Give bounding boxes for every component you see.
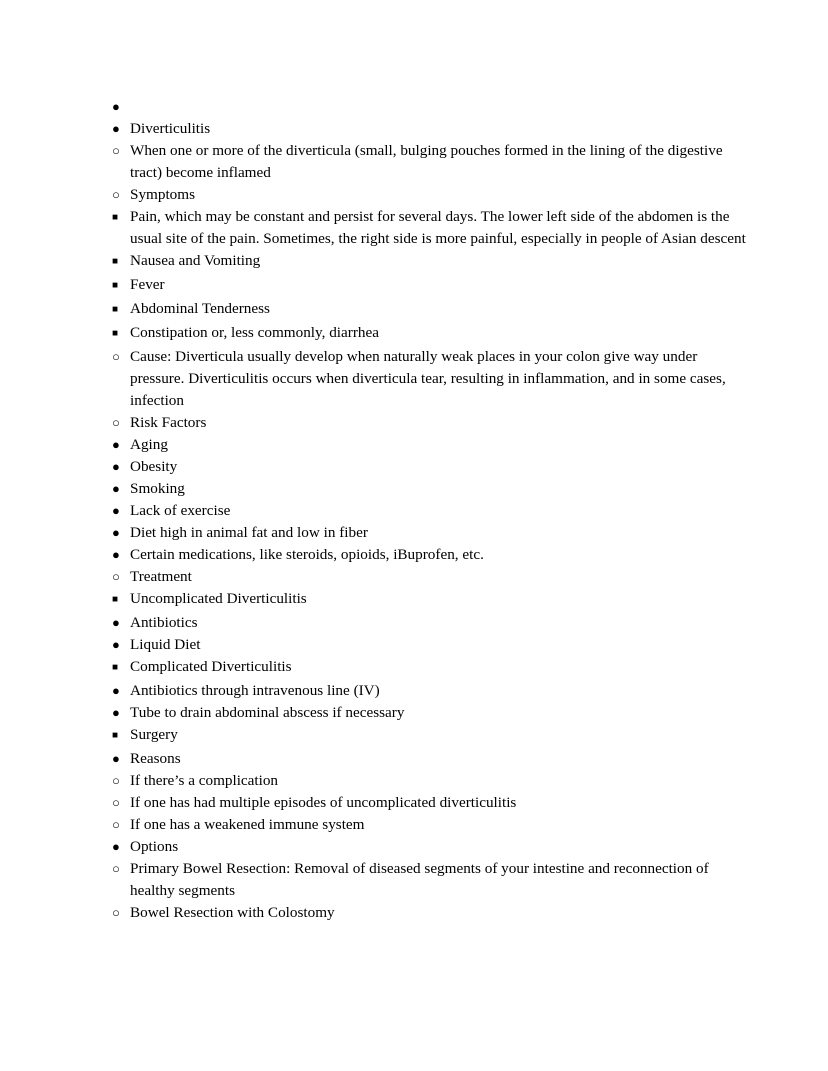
list-item bbox=[112, 656, 752, 680]
list-item-text: Reasons bbox=[130, 750, 181, 767]
list-item bbox=[112, 346, 752, 412]
list-item bbox=[112, 634, 752, 656]
list-item-text: Fever bbox=[130, 276, 165, 293]
square-bullet-icon: ■ bbox=[112, 304, 119, 315]
list-item-text: Risk Factors bbox=[130, 414, 207, 431]
circle-bullet-icon: ○ bbox=[112, 143, 120, 158]
list-item bbox=[112, 588, 752, 612]
list-item-row bbox=[112, 792, 752, 814]
list-item-text: Liquid Diet bbox=[130, 636, 201, 653]
list-item-text: Uncomplicated Diverticulitis bbox=[130, 590, 307, 607]
list-item-text: Diverticulitis bbox=[130, 120, 211, 137]
disc-bullet-icon: ● bbox=[112, 547, 120, 562]
list-item bbox=[112, 96, 752, 118]
disc-bullet-icon: ● bbox=[112, 121, 120, 136]
circle-bullet-icon: ○ bbox=[112, 773, 120, 788]
list-item-text: Tube to drain abdominal abscess if necessary bbox=[130, 704, 405, 721]
list-item-text: Options bbox=[130, 838, 179, 855]
list-item-row bbox=[112, 702, 752, 724]
list-item-row bbox=[112, 814, 752, 836]
list-item bbox=[112, 566, 752, 588]
list-item-text: Smoking bbox=[130, 480, 185, 497]
disc-bullet-icon: ● bbox=[112, 437, 120, 452]
list-item-text: If one has a weakened immune system bbox=[130, 816, 365, 833]
disc-bullet-icon: ● bbox=[112, 751, 120, 766]
disc-bullet-icon: ● bbox=[112, 839, 120, 854]
list-item-row bbox=[112, 274, 752, 298]
disc-bullet-icon: ● bbox=[112, 683, 120, 698]
list-item-text: Treatment bbox=[130, 568, 192, 585]
list-item-row bbox=[112, 456, 752, 478]
list-item bbox=[112, 412, 752, 434]
list-item-text: Antibiotics through intravenous line (IV) bbox=[130, 682, 380, 699]
disc-bullet-icon: ● bbox=[112, 481, 120, 496]
list-item bbox=[112, 792, 752, 814]
circle-bullet-icon: ○ bbox=[112, 349, 120, 364]
list-item-row bbox=[112, 612, 752, 634]
list-item-row bbox=[112, 724, 752, 748]
list-item-text: Lack of exercise bbox=[130, 502, 231, 519]
list-item bbox=[112, 478, 752, 500]
list-item bbox=[112, 858, 752, 902]
list-item-text: If one has had multiple episodes of uncomplicated diverticulitis bbox=[130, 794, 517, 811]
disc-bullet-icon: ● bbox=[112, 615, 120, 630]
list-item-text: Abdominal Tenderness bbox=[130, 300, 270, 317]
list-item-text: Aging bbox=[130, 436, 168, 453]
list-item-text: Pain, which may be constant and persist for several days. The lower left side of the abdomen is the usual site of the pain. Sometimes, the right side is more painful, especially in people of Asian descent bbox=[130, 208, 746, 247]
list-item-row bbox=[112, 412, 752, 434]
list-item-text: Constipation or, less commonly, diarrhea bbox=[130, 324, 379, 341]
list-item-row bbox=[112, 298, 752, 322]
list-item-row bbox=[112, 634, 752, 656]
list-item bbox=[112, 902, 752, 924]
square-bullet-icon: ■ bbox=[112, 662, 119, 673]
list-item-row bbox=[112, 434, 752, 456]
disc-bullet-icon: ● bbox=[112, 637, 120, 652]
circle-bullet-icon: ○ bbox=[112, 569, 120, 584]
list-item-row bbox=[112, 322, 752, 346]
list-item-text: Antibiotics bbox=[130, 614, 198, 631]
list-item-text: Primary Bowel Resection: Removal of diseased segments of your intestine and reconnection of healthy segments bbox=[130, 860, 709, 899]
list-item bbox=[112, 250, 752, 274]
list-item-row bbox=[112, 118, 752, 140]
circle-bullet-icon: ○ bbox=[112, 905, 120, 920]
square-bullet-icon: ■ bbox=[112, 280, 119, 291]
list-item bbox=[112, 298, 752, 322]
list-item bbox=[112, 434, 752, 456]
list-item-row bbox=[112, 544, 752, 566]
list-item bbox=[112, 612, 752, 634]
list-item-text: Symptoms bbox=[130, 186, 195, 203]
list-item-row bbox=[112, 206, 752, 250]
list-item-text: Diet high in animal fat and low in fiber bbox=[130, 524, 368, 541]
list-item bbox=[112, 206, 752, 250]
square-bullet-icon: ■ bbox=[112, 730, 119, 741]
list-item-row bbox=[112, 478, 752, 500]
list-item-row bbox=[112, 770, 752, 792]
list-item bbox=[112, 748, 752, 770]
list-item-row bbox=[112, 588, 752, 612]
list-item-row bbox=[112, 500, 752, 522]
list-item-row bbox=[112, 522, 752, 544]
circle-bullet-icon: ○ bbox=[112, 861, 120, 876]
list-item-row bbox=[112, 140, 752, 184]
list-item-row bbox=[112, 184, 752, 206]
list-item-row bbox=[112, 566, 752, 588]
list-item-row bbox=[112, 656, 752, 680]
square-bullet-icon: ■ bbox=[112, 256, 119, 267]
list-item-text: If there’s a complication bbox=[130, 772, 279, 789]
outline-root bbox=[112, 96, 752, 924]
list-item-text: Bowel Resection with Colostomy bbox=[130, 904, 335, 921]
list-item-text: Complicated Diverticulitis bbox=[130, 658, 292, 675]
list-item bbox=[112, 522, 752, 544]
circle-bullet-icon: ○ bbox=[112, 795, 120, 810]
list-item bbox=[112, 118, 752, 140]
list-item bbox=[112, 500, 752, 522]
list-item bbox=[112, 680, 752, 702]
square-bullet-icon: ■ bbox=[112, 594, 119, 605]
disc-bullet-icon: ● bbox=[112, 525, 120, 540]
list-item bbox=[112, 814, 752, 836]
list-item-text: Surgery bbox=[130, 726, 178, 743]
list-item-row bbox=[112, 96, 752, 118]
square-bullet-icon: ■ bbox=[112, 212, 119, 223]
list-item bbox=[112, 544, 752, 566]
list-item-row bbox=[112, 902, 752, 924]
circle-bullet-icon: ○ bbox=[112, 187, 120, 202]
list-item-row bbox=[112, 680, 752, 702]
list-item bbox=[112, 140, 752, 184]
list-item-row bbox=[112, 748, 752, 770]
disc-bullet-icon: ● bbox=[112, 705, 120, 720]
list-item-row bbox=[112, 250, 752, 274]
list-item-row bbox=[112, 346, 752, 412]
list-item-row bbox=[112, 858, 752, 902]
list-item bbox=[112, 702, 752, 724]
list-item-row bbox=[112, 836, 752, 858]
disc-bullet-icon: ● bbox=[112, 459, 120, 474]
circle-bullet-icon: ○ bbox=[112, 415, 120, 430]
disc-bullet-icon: ● bbox=[112, 503, 120, 518]
list-item bbox=[112, 456, 752, 478]
disc-bullet-icon: ● bbox=[112, 99, 120, 114]
list-item-text: Obesity bbox=[130, 458, 178, 475]
list-item-text: Nausea and Vomiting bbox=[130, 252, 261, 269]
list-item-text: Cause: Diverticula usually develop when naturally weak places in your colon give way under pressure. Diverticulitis occurs when diverticula tear, resulting in inflammation, and in some cases, infection bbox=[130, 348, 726, 409]
circle-bullet-icon: ○ bbox=[112, 817, 120, 832]
list-item bbox=[112, 724, 752, 748]
list-item bbox=[112, 770, 752, 792]
list-item bbox=[112, 836, 752, 858]
list-item-text: When one or more of the diverticula (small, bulging pouches formed in the lining of the digestive tract) become inflamed bbox=[130, 142, 723, 181]
list-item bbox=[112, 184, 752, 206]
outline-list bbox=[112, 96, 752, 924]
square-bullet-icon: ■ bbox=[112, 328, 119, 339]
list-item bbox=[112, 322, 752, 346]
list-item-text: Certain medications, like steroids, opioids, iBuprofen, etc. bbox=[130, 546, 484, 563]
list-item bbox=[112, 274, 752, 298]
